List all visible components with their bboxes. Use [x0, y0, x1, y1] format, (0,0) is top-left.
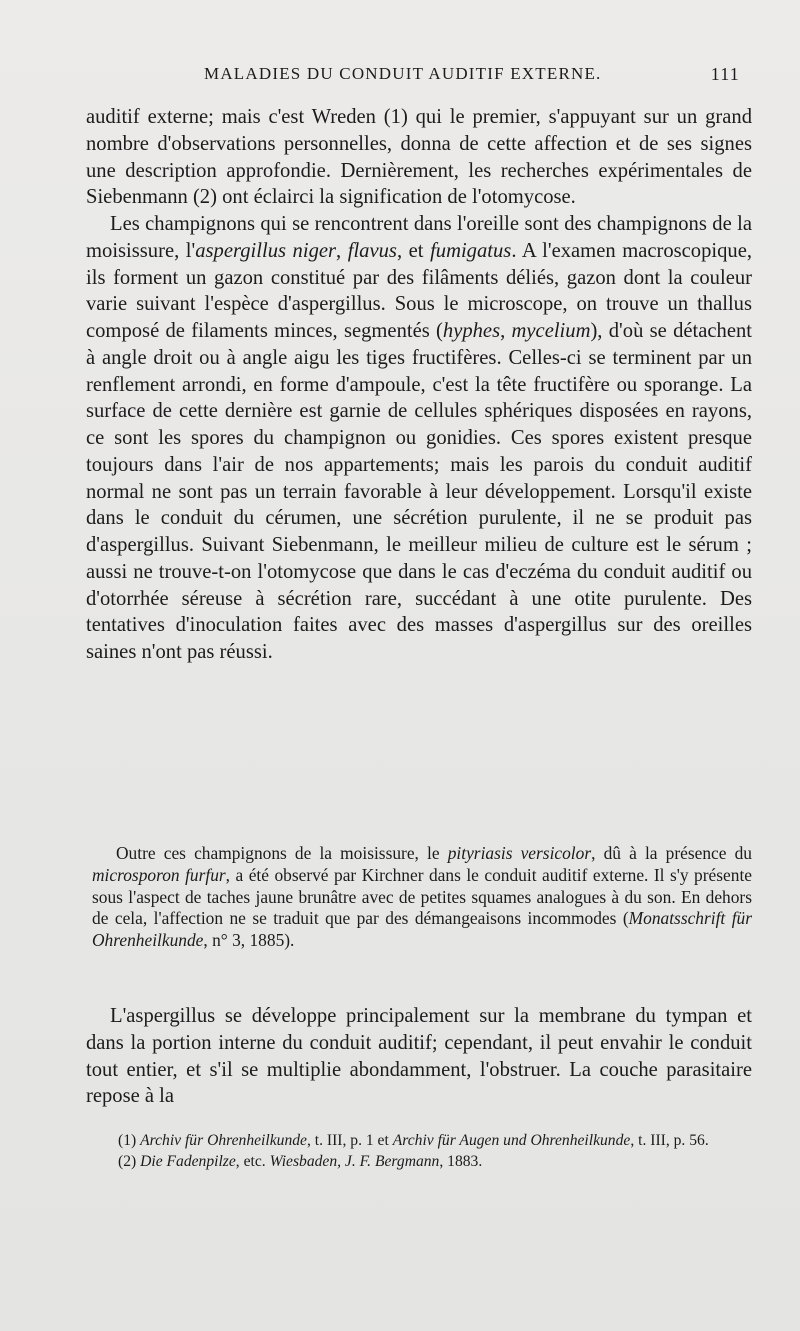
italic-run: Monatsschrift für Ohrenheilkunde	[92, 908, 752, 951]
italic-run: Archiv für Augen und Ohrenheilkunde	[392, 1132, 631, 1149]
text-run: , etc.	[235, 1153, 270, 1170]
text-run: Les champignons qui se rencontrent dans l'oreille sont des champignons de la moisissure, l'	[86, 213, 752, 262]
text-run: , et	[396, 239, 431, 262]
text-run: ,	[500, 320, 512, 342]
text-run: . A l'examen macroscopique, ils forment un gazon constitué par des filâments déliés, gazon dont la couleur varie suivant l'espèce d'aspergillus. Sous le microscope, on trouve un thallus composé de filaments minces, segmentés (	[86, 239, 752, 342]
italic-run: pityriasis versicolor	[447, 843, 592, 863]
italic-run: microsporon furfur	[92, 864, 226, 885]
paragraph-continuation: auditif externe; mais c'est Wreden (1) qui le premier, s'appuyant sur un grand nombre d'observations personnelles, donna de cette affection et de ses signes une description approfondie. Dernièrement, les recherches expérimentales de Siebenmann (2) ont éclairci la signification de l'otomycose.	[86, 106, 752, 209]
italic-run: Archiv für Ohrenheilkunde	[140, 1132, 307, 1149]
paragraph-aspergillus: L'aspergillus se développe principalement sur la membrane du tympan et dans la portion interne du conduit auditif; cependant, il peut envahir le conduit tout entier, et s'il se multiplie abondamment, l'obstruer. La couche parasitaire repose à la	[86, 1005, 752, 1108]
note-paragraph	[92, 843, 752, 952]
italic-run: flavus	[347, 239, 397, 262]
footnote-marker: (1)	[118, 1132, 141, 1149]
text-run: , 1883.	[439, 1153, 483, 1170]
text-run: , t. III, p. 1 et	[306, 1132, 393, 1149]
text-run: , t. III, p. 56.	[630, 1132, 709, 1149]
running-head-title: MALADIES DU CONDUIT AUDITIF EXTERNE.	[204, 64, 602, 83]
text-run: ), d'où se détachent à angle droit ou à angle aigu les tiges fructifères. Celles-ci se terminent par un renflement arrondi, en forme d'ampoule, c'est la tête fructifère ou sporange. La surface de cette dernière est garnie de cellules sphériques disposées en rayons, ce sont les spores du champignon ou gonidies. Ces spores existent presque toujours dans l'air de nos appartements; mais les parois du conduit auditif normal ne sont pas un terrain favorable à leur développement. Lorsqu'il existe dans le conduit du cérumen, une sécrétion purulente, il ne se produit pas d'aspergillus. Suivant Siebenmann, le meilleur milieu de culture est le sérum ; aussi ne trouve-t-on l'otomycose que dans le cas d'eczéma du conduit auditif ou d'otorrhée séreuse à sécrétion rare, succédant à une otite purulente. Des tentatives d'inoculation faites avec des masses d'aspergillus sur des oreilles saines n'ont pas réussi.	[86, 320, 753, 663]
footnotes	[94, 1130, 752, 1172]
italic-run: hyphes	[442, 320, 501, 342]
footnote-marker: (2)	[118, 1153, 141, 1170]
text-run: ,	[336, 239, 348, 262]
small-print-note	[92, 843, 752, 952]
running-head	[86, 64, 740, 90]
main-text-lower	[86, 1003, 752, 1110]
paragraph-champignons	[86, 211, 752, 666]
italic-run: Wiesbaden, J. F. Bergmann	[269, 1153, 440, 1170]
italic-run: fumigatus	[430, 239, 512, 262]
footnote-2	[94, 1151, 752, 1172]
text-run: , a été observé par Kirchner dans le conduit auditif externe. Il s'y présente sous l'aspect de taches jaune brunâtre avec de petites squames analogues à du son. En dehors de cela, l'affection ne se traduit que par des démangeaisons incommodes (	[92, 864, 752, 929]
italic-run: mycelium	[511, 320, 591, 342]
text-run: Outre ces champignons de la moisissure, le	[116, 843, 448, 863]
footnote-1	[94, 1130, 752, 1151]
italic-run: aspergillus niger	[195, 239, 337, 262]
main-text-upper	[86, 104, 752, 666]
text-run: , n° 3, 1885).	[203, 930, 295, 951]
page-number: 111	[710, 64, 740, 84]
text-run: , dû à la présence du	[591, 843, 752, 863]
italic-run: Die Fadenpilze	[140, 1153, 236, 1170]
